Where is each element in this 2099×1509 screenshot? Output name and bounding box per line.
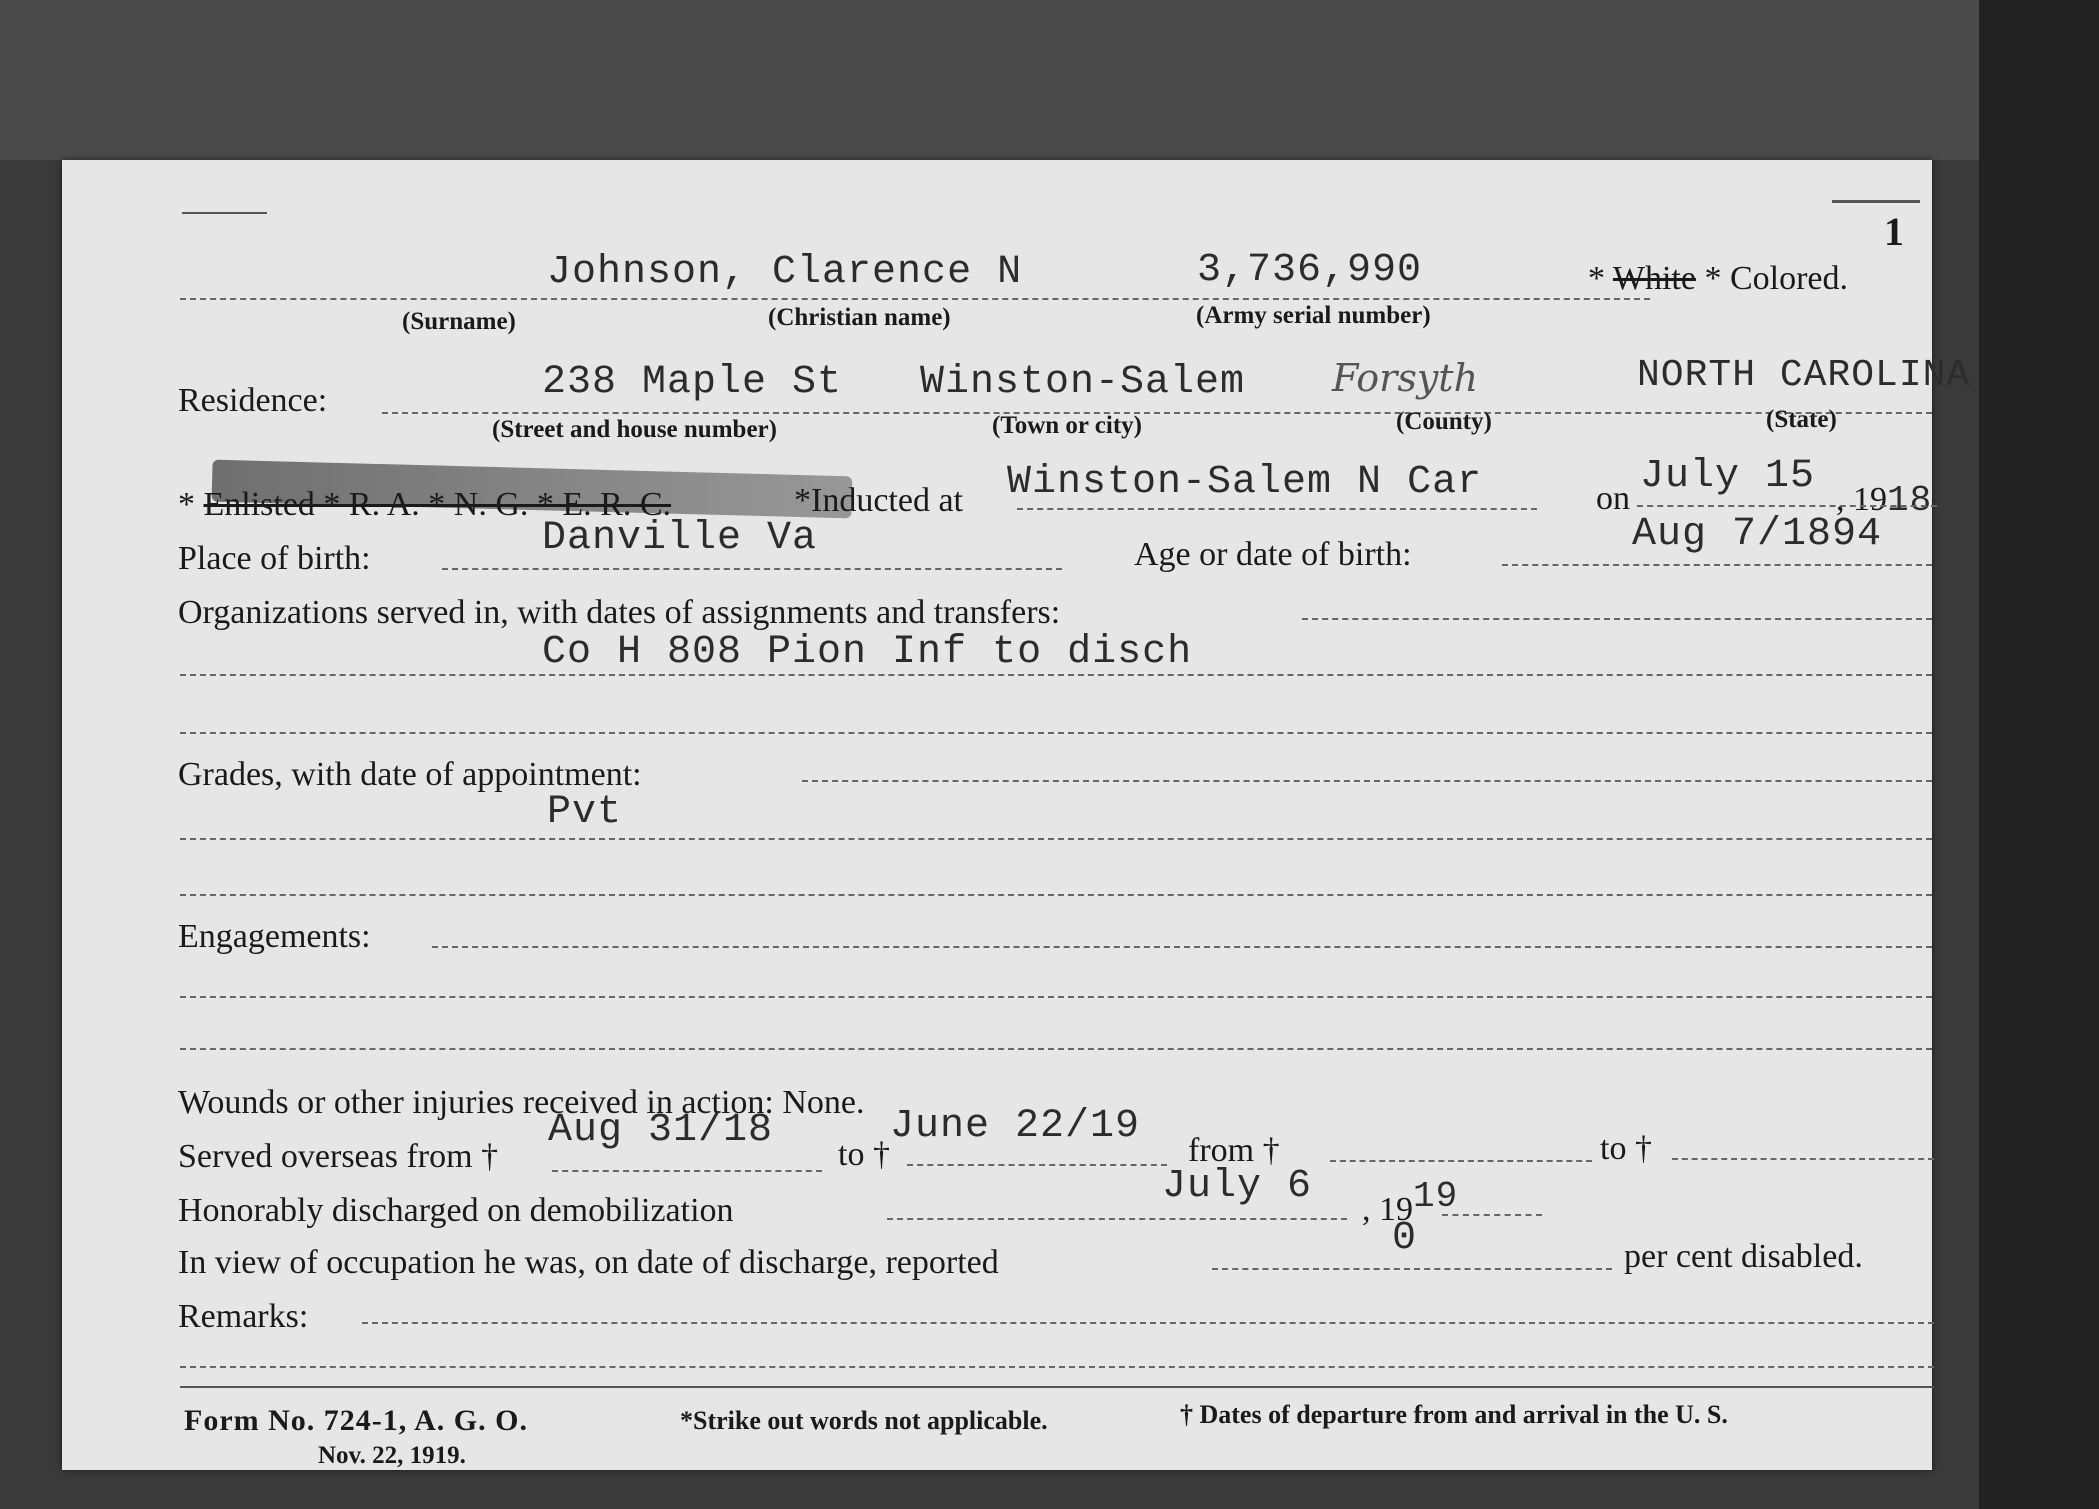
overseas-to2-label: to † xyxy=(1600,1130,1652,1167)
discharge-date: July 6 xyxy=(1162,1164,1313,1209)
discharge-year-rule xyxy=(1442,1214,1542,1216)
birth-place-label: Place of birth: xyxy=(178,540,371,577)
organizations-rule-1 xyxy=(1302,618,1932,620)
enlisted-options-struck: Enlisted * R. A. * N. G. * E. R. C. xyxy=(203,486,672,523)
form-number: Form No. 724-1, A. G. O. xyxy=(184,1404,528,1437)
top-right-mark xyxy=(1832,200,1920,203)
street-caption: (Street and house number) xyxy=(492,416,777,443)
footer-divider xyxy=(180,1386,1934,1388)
disability-value: 0 xyxy=(1392,1216,1418,1261)
discharge-year-suffix: 19 xyxy=(1413,1176,1459,1217)
birth-place-rule xyxy=(442,568,1062,570)
name-rule xyxy=(180,298,1650,300)
grades-rule-2 xyxy=(180,838,1932,840)
organizations-rule-2 xyxy=(180,674,1932,676)
state-caption: (State) xyxy=(1766,406,1837,433)
residence-rule xyxy=(382,412,1932,414)
organizations-value: Co H 808 Pion Inf to disch xyxy=(542,630,1193,675)
surname-caption: (Surname) xyxy=(402,308,516,335)
disability-suffix: per cent disabled. xyxy=(1624,1238,1863,1275)
engagements-rule-1 xyxy=(432,946,1932,948)
residence-label: Residence: xyxy=(178,382,328,419)
engagements-rule-2 xyxy=(180,996,1932,998)
service-record-card xyxy=(62,160,1971,1470)
birth-date-rule xyxy=(1502,564,1932,566)
town-caption: (Town or city) xyxy=(992,412,1142,439)
overseas-from2-rule xyxy=(1330,1160,1592,1162)
engagements-rule-3 xyxy=(180,1048,1932,1050)
overseas-label-text: Served overseas from xyxy=(178,1138,473,1175)
card-number: 1 xyxy=(1884,209,1904,254)
discharge-year-prefix: 19 xyxy=(1379,1191,1413,1228)
inducted-date-rule xyxy=(1637,505,1937,507)
overseas-from-rule xyxy=(552,1170,822,1172)
dagger-note: † Dates of departure from and arrival in the U. S. xyxy=(1180,1400,1728,1429)
strike-note: *Strike out words not applicable. xyxy=(680,1406,1048,1435)
county-caption: (County) xyxy=(1396,408,1492,435)
overseas-from2-label: from † xyxy=(1188,1132,1280,1169)
discharge-label: Honorably discharged on demobilization xyxy=(178,1192,734,1229)
engagements-label: Engagements: xyxy=(178,918,371,955)
residence-street: 238 Maple St xyxy=(542,360,843,405)
race-options: * White * Colored. xyxy=(1588,260,1849,297)
residence-county: Forsyth xyxy=(1332,356,1479,400)
discharge-rule xyxy=(887,1218,1347,1220)
disability-rule xyxy=(1212,1268,1612,1270)
serial-caption: (Army serial number) xyxy=(1196,302,1431,329)
birth-date-value: Aug 7/1894 xyxy=(1632,512,1883,557)
overseas-from-date: Aug 31/18 xyxy=(548,1108,774,1153)
inducted-year: , 1918 xyxy=(1836,480,1933,521)
birth-place-value: Danville Va xyxy=(542,516,818,561)
residence-state: NORTH CAROLINA xyxy=(1637,354,1971,397)
top-left-mark xyxy=(182,212,267,214)
name-value: Johnson, Clarence N xyxy=(547,250,1023,295)
scanner-edge xyxy=(1979,0,2099,1509)
race-white-struck: White xyxy=(1612,260,1696,297)
inducted-label: *Inducted at xyxy=(794,482,963,519)
overseas-to-rule xyxy=(907,1164,1167,1166)
on-label: on xyxy=(1596,480,1630,517)
serial-value: 3,736,990 xyxy=(1197,248,1423,293)
remarks-rule-2 xyxy=(180,1366,1934,1368)
inducted-year-prefix: 19 xyxy=(1853,481,1887,518)
grades-rule-1 xyxy=(802,780,1932,782)
inducted-place: Winston-Salem N Car xyxy=(1007,460,1483,505)
wounds-label: Wounds or other injuries received in action: None. xyxy=(178,1084,865,1121)
remarks-label: Remarks: xyxy=(178,1298,309,1335)
inducted-rule xyxy=(1017,508,1537,510)
enlisted-options: * Enlisted * R. A. * N. G. * E. R. C. xyxy=(178,486,672,523)
grades-value: Pvt xyxy=(547,790,623,835)
birth-age-label: Age or date of birth: xyxy=(1134,536,1412,573)
scanner-background xyxy=(0,0,2099,160)
overseas-to2-text: to xyxy=(1600,1130,1627,1167)
inducted-year-suffix: 18 xyxy=(1887,480,1933,521)
overseas-to-date: June 22/19 xyxy=(890,1104,1141,1149)
overseas-to-label: to † xyxy=(838,1136,890,1173)
overseas-to-label-text: to xyxy=(838,1136,865,1173)
residence-town: Winston-Salem xyxy=(920,360,1246,405)
overseas-to2-rule xyxy=(1672,1158,1934,1160)
overseas-from2-text: from xyxy=(1188,1132,1255,1169)
discharge-year: , 1919 xyxy=(1362,1176,1459,1228)
form-date: Nov. 22, 1919. xyxy=(318,1442,466,1469)
organizations-label: Organizations served in, with dates of assignments and transfers: xyxy=(178,594,1061,631)
christian-name-caption: (Christian name) xyxy=(768,304,951,331)
disability-label: In view of occupation he was, on date of discharge, reported xyxy=(178,1244,999,1281)
remarks-rule-1 xyxy=(362,1322,1934,1324)
organizations-rule-3 xyxy=(180,732,1932,734)
grades-label: Grades, with date of appointment: xyxy=(178,756,642,793)
overseas-label: Served overseas from † xyxy=(178,1138,499,1175)
grades-rule-3 xyxy=(180,894,1932,896)
inducted-date: July 15 xyxy=(1640,454,1816,499)
race-colored: Colored. xyxy=(1729,260,1849,297)
